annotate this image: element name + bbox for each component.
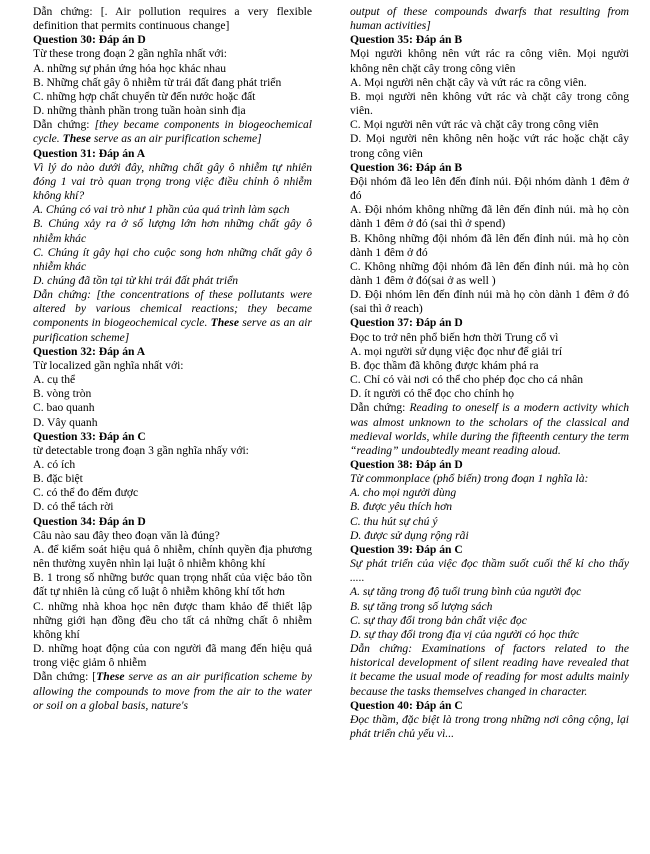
text-run: Dẫn chứng: [the concentrations of these pollutants were altered by various chemical reactions; they became components in biogeochemical cycle. [33, 288, 312, 330]
text-line: A. Chúng có vai trò như 1 phần của quá trình làm sạch [33, 203, 290, 217]
text-line: B. Không những đội nhóm đã lên đến đỉnh núi. mà họ còn dành 1 đêm ở đó [350, 231, 629, 259]
text-line: Đọc thầm, đặc biệt là trong trong những nơi công cộng, lại phát triển chủ yếu vì... [350, 712, 629, 740]
text-line: A. có ích [33, 458, 76, 471]
text-line: Từ localized gần nghĩa nhất với: [33, 358, 184, 372]
question-heading: Question 31: Đáp án A [33, 146, 146, 160]
evidence-paragraph [33, 118, 312, 146]
text-line: C. Chỉ có vài nơi có thể cho phép đọc cho cá nhân [350, 373, 584, 387]
text-line: D. sự thay đổi trong địa vị của người có học thức [350, 627, 579, 641]
text-line: từ detectable trong đoạn 3 gần nghĩa nhấy với: [33, 443, 249, 457]
text-run: These [96, 670, 125, 684]
text-line: output of these compounds dwarfs that resulting from human activities] [350, 5, 629, 33]
text-line: A. để kiểm soát hiệu quả ô nhiễm, chính quyền địa phương nên thường xuyên nhìn lại luật ô nhiễm không khí [33, 542, 312, 571]
text-run: serve as an air purification scheme] [33, 316, 312, 344]
evidence-paragraph [350, 401, 629, 458]
question-heading: Question 37: Đáp án D [350, 316, 463, 330]
text-line: Mọi người không nên vứt rác ra công viên. Mọi người không nên chặt cây trong công viên [350, 47, 629, 75]
text-line: C. bao quanh [33, 401, 95, 415]
text-run: These [62, 132, 91, 146]
text-line: Dẫn chứng: Examinations of factors related to the historical development of silent reading have revealed that it became the usual mode of reading for most adults mainly because the tasks themselves changed in character. [350, 642, 629, 698]
text-line: Câu nào sau đây theo đoạn văn là đúng? [33, 528, 220, 542]
text-run: Reading to oneself is a modern activity which was almost unknown to the scholars of the classical and medieval worlds, while during the fifteenth century the term “reading” undoubtedly meant reading aloud. [350, 401, 630, 457]
question-heading: Question 36: Đáp án B [350, 160, 463, 174]
text-line: B. 1 trong số những bước quan trọng nhất của việc bảo tồn đất tự nhiên là củng cố luật ô nhiễm không khí tốt hơn [33, 571, 312, 599]
text-line: D. những hoạt động của con người đã mang đến hiệu quả trong việc giảm ô nhiễm [33, 642, 312, 670]
text-run: serve as an air purification scheme] [90, 132, 262, 146]
text-run: These [210, 316, 239, 330]
text-line: B. đọc thầm đã không được khám phá ra [350, 358, 539, 372]
text-line: A. Đội nhóm không những đã lên đến đỉnh núi. mà họ còn dành 1 đêm ở đó (sai thì ở spend) [350, 203, 629, 231]
text-line: C. Mọi người nên vứt rác và chặt cây trong công viên [350, 118, 599, 132]
text-run: serve as an air purification scheme by allowing the compounds to move from the air to the water or soil on a global basis, nature's [33, 670, 313, 712]
text-line: A. Mọi người nên chặt cây và vứt rác ra công viên. [350, 75, 587, 89]
left-column [33, 5, 312, 713]
evidence-paragraph [33, 288, 312, 345]
text-line: C. Chúng ít gây hại cho cuộc song hơn những chất gây ô nhiễm khác [33, 245, 312, 273]
text-line: D. những thành phần trong tuần hoàn sinh địa [33, 104, 246, 118]
question-heading: Question 32: Đáp án A [33, 344, 146, 358]
text-line: D. chúng đã tồn tại từ khi trái đất phát triển [33, 273, 239, 287]
question-heading: Question 38: Đáp án D [350, 458, 463, 471]
text-line: Dẫn chứng: [. Air pollution requires a very flexible definition that permits continuous change] [33, 5, 312, 33]
text-line: B. Chúng xảy ra ở số lượng lớn hơn những chất gây ô nhiễm khác [33, 217, 312, 245]
text-line: Sự phát triển của việc đọc thầm suốt cuối thế kỉ cho thấy ..... [350, 557, 629, 585]
question-heading: Question 39: Đáp án C [350, 542, 463, 556]
question-heading: Question 40: Đáp án C [350, 698, 463, 712]
text-line: Đọc to trở nên phổ biến hơn thời Trung cổ vì [350, 330, 559, 344]
text-line: C. sự thay đổi trong bản chất việc đọc [350, 613, 527, 627]
text-line: Từ these trong đoạn 2 gần nghĩa nhất với: [33, 47, 228, 61]
text-line: C. có thể đo đếm được [33, 486, 139, 500]
question-heading: Question 34: Đáp án D [33, 514, 146, 528]
question-heading: Question 30: Đáp án D [33, 33, 146, 47]
text-line: A. mọi người sử dụng việc đọc như để giải trí [350, 344, 563, 358]
text-run: [they became components in biogeochemical cycle. [33, 118, 312, 146]
text-line: B. Những chất gây ô nhiễm từ trái đất đang phát triển [33, 75, 282, 89]
text-run: Dẫn chứng: [33, 118, 95, 132]
text-line: Từ commonplace (phổ biến) trong đoạn 1 nghĩa là: [350, 472, 589, 486]
text-line: A. sự tăng trong độ tuổi trung bình của người đọc [350, 585, 582, 599]
question-heading: Question 35: Đáp án B [350, 33, 463, 47]
text-line: Đội nhóm đã leo lên đến đỉnh núi. Đội nhóm dành 1 đêm ở đó [350, 174, 629, 203]
text-line: Vì lý do nào dưới đây, những chất gây ô nhiễm tự nhiên đóng 1 vai trò quan trọng trong việc điều chỉnh ô nhiễm không khí? [33, 160, 312, 203]
question-heading: Question 33: Đáp án C [33, 429, 146, 443]
text-line: D. có thể tách rời [33, 500, 114, 514]
text-line: C. những nhà khoa học nên được tham khảo để thiết lập những giới hạn đồng đều cho tất cả những chất ô nhiễm không khí [33, 599, 312, 641]
right-column [350, 5, 629, 741]
text-line: B. vòng tròn [33, 387, 92, 401]
text-line: A. những sự phản ứng hóa học khác nhau [33, 61, 227, 75]
text-line: D. Đội nhóm lên đến đỉnh núi mà họ còn dành 1 đêm ở đó (sai thì ở reach) [350, 288, 629, 316]
text-line: C. những hợp chất chuyển từ đến nước hoặc đất [33, 89, 256, 103]
text-line: D. Mọi người nên không nên hoặc vứt rác hoặc chặt cây trong công viên [350, 132, 629, 160]
evidence-paragraph [33, 670, 312, 712]
text-line: D. ít người có thể đọc cho chính họ [350, 387, 515, 401]
text-line: B. được yêu thích hơn [350, 500, 453, 514]
text-run: Dẫn chứng: [350, 401, 410, 415]
text-line: D. được sử dụng rộng rãi [350, 528, 469, 542]
text-line: D. Vây quanh [33, 415, 98, 429]
text-line: C. Không những đội nhóm đã lên đến đỉnh núi. mà họ còn dành 1 đêm ở đó(sai ở as well ) [350, 259, 629, 287]
text-line: B. mọi người nên không vứt rác và chặt cây trong công viên. [350, 89, 629, 118]
text-line: A. cho mọi người dùng [350, 486, 457, 500]
text-line: A. cụ thể [33, 373, 76, 387]
text-line: C. thu hút sự chú ý [350, 514, 438, 528]
text-line: B. đặc biệt [33, 472, 83, 486]
text-line: B. sự tăng trong số lượng sách [350, 599, 493, 613]
text-run: Dẫn chứng: [ [33, 670, 97, 684]
